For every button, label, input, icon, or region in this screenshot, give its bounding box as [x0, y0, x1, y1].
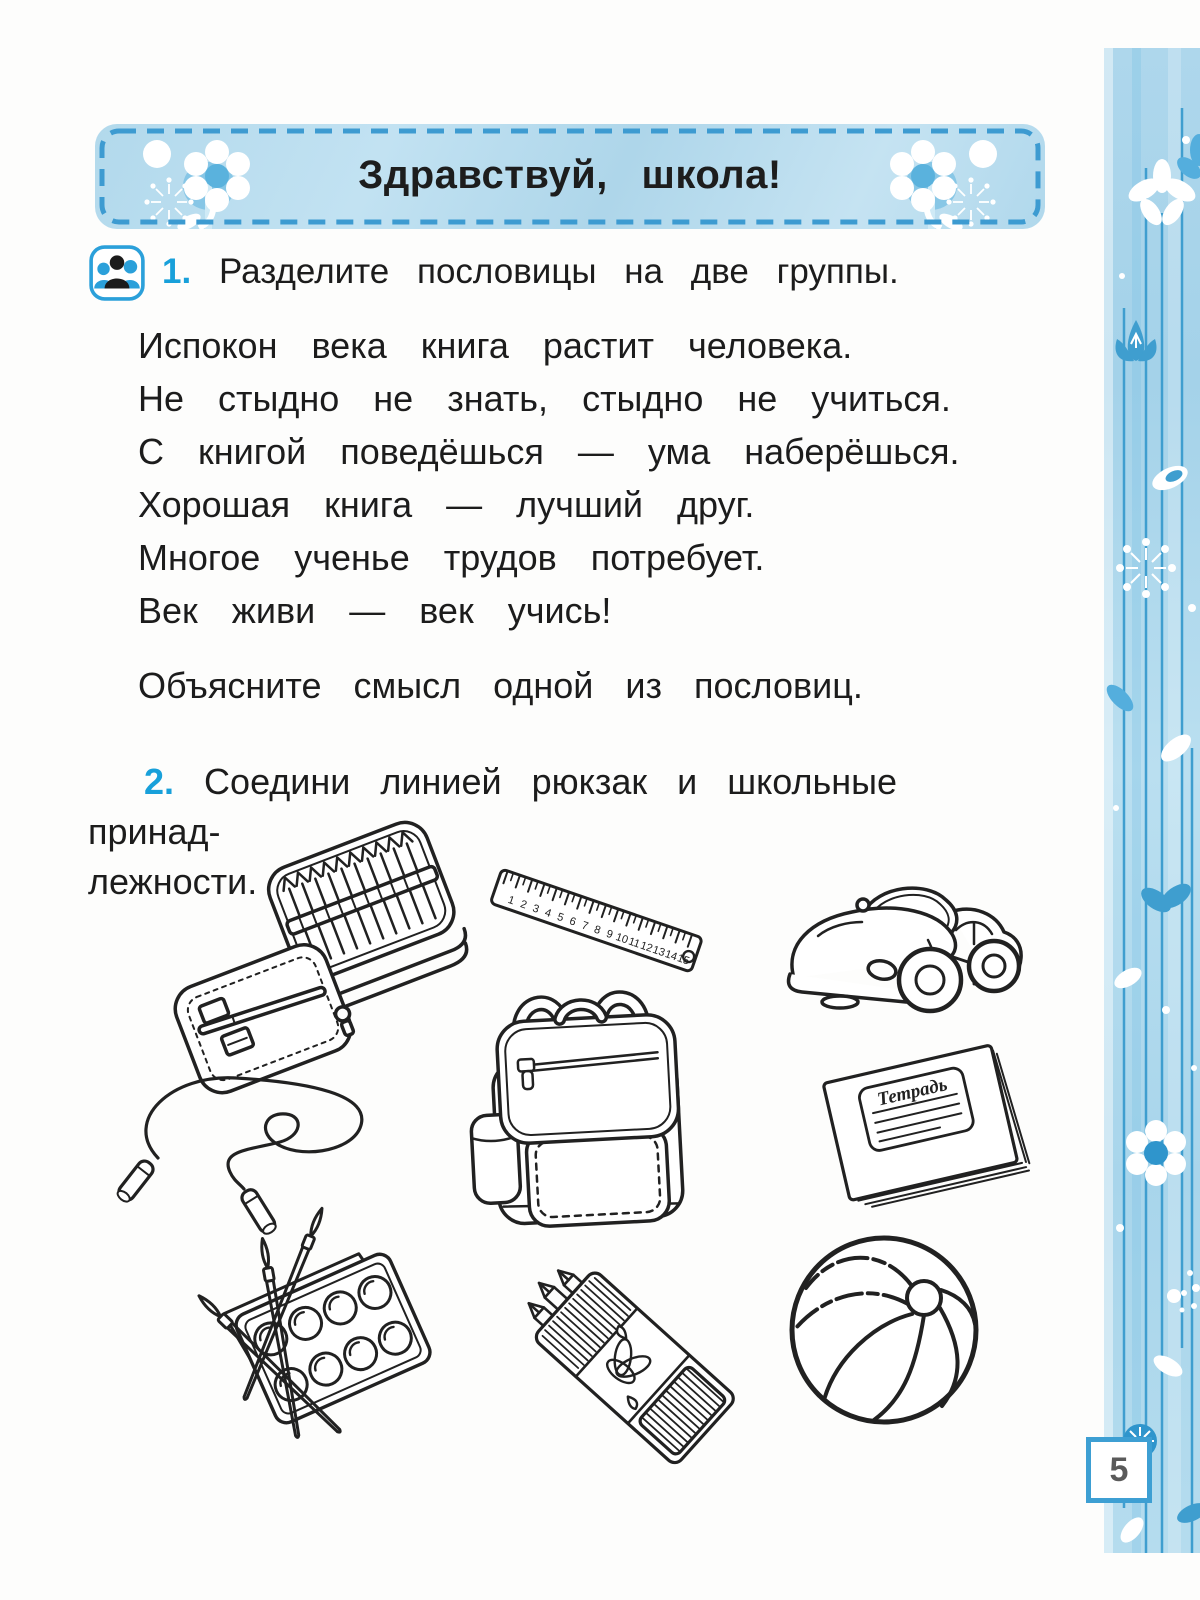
toy-car[interactable] [778, 852, 1033, 1022]
svg-text:Тетрадь: Тетрадь [875, 1074, 950, 1111]
svg-text:10: 10 [614, 931, 630, 947]
proverb-line: Хорошая книга — лучший друг. [138, 484, 755, 525]
exercise-2-prompt-line1: Соедини линией рюкзак и школьные принад- [88, 761, 898, 852]
exercise-1-prompt: Разделите пословицы на две группы. [218, 252, 899, 291]
chapter-title: Здравствуй, школа! [358, 153, 782, 197]
ball[interactable] [782, 1228, 992, 1433]
svg-text:5: 5 [555, 910, 566, 925]
page-number: 5 [1109, 1450, 1129, 1489]
backpack[interactable] [462, 962, 714, 1244]
exercise-2-prompt-line2: лежности. [88, 861, 258, 902]
chapter-banner [95, 124, 1045, 229]
svg-text:14: 14 [663, 948, 679, 964]
svg-text:6: 6 [567, 915, 578, 929]
svg-text:4: 4 [543, 906, 553, 921]
proverb-line: Век живи — век учись! [138, 590, 612, 631]
svg-text:11: 11 [626, 935, 642, 951]
svg-text:1: 1 [506, 894, 517, 908]
exercise-1-followup: Объясните смысл одной из пословиц. [138, 665, 863, 706]
jump-rope[interactable] [102, 1032, 387, 1222]
paint-set[interactable] [192, 1222, 454, 1464]
svg-text:8: 8 [592, 923, 603, 938]
svg-text:12: 12 [638, 939, 655, 955]
proverb-line: Не стыдно не знать, стыдно не учиться. [138, 378, 951, 419]
proverb-line: С книгой поведёшься — ума наберёшься. [138, 431, 960, 472]
exercise-2-number: 2. [144, 761, 175, 802]
proverb-line: Испокон века книга растит человека. [138, 325, 853, 366]
exercise-1-number: 1. [162, 252, 192, 291]
svg-text:13: 13 [650, 943, 667, 960]
proverb-line: Многое ученье трудов потребует. [138, 537, 765, 578]
page-number-badge [1086, 1437, 1152, 1503]
pencil-box[interactable] [532, 1250, 732, 1485]
svg-text:3: 3 [530, 902, 541, 916]
svg-text:15: 15 [675, 952, 692, 968]
ruler[interactable] [492, 845, 732, 968]
notebook[interactable] [808, 1035, 1030, 1207]
svg-text:2: 2 [518, 898, 529, 912]
svg-text:7: 7 [580, 919, 590, 933]
svg-text:9: 9 [604, 927, 615, 942]
